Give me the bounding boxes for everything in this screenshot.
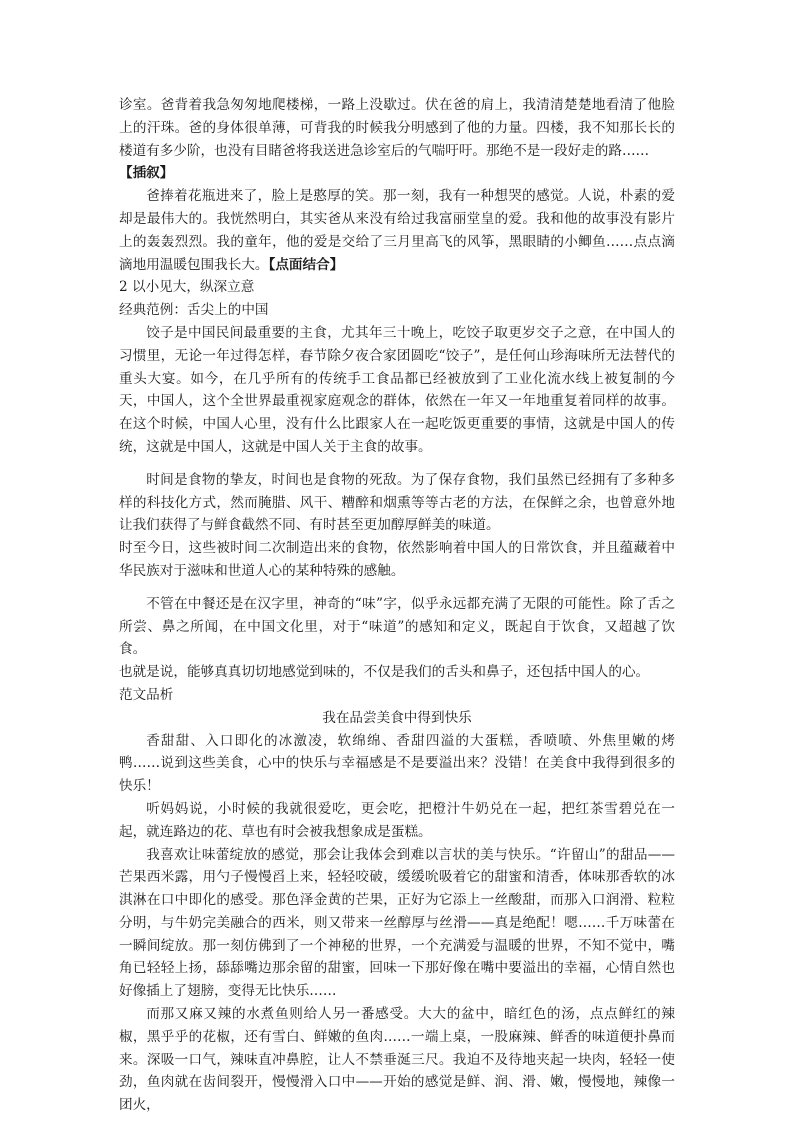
annotation-tag-point-surface: 【点面结合】: [268, 256, 344, 273]
paragraph-text: 爸捧着花瓶进来了，脸上是憨厚的笑。那一刻，我有一种想哭的感觉。人说，朴素的爱却是最伟大的。我恍然明白，其实爸从来没有给过我富丽堂皇的爱。我和他的故事没有影片上的轰轰烈烈。我的童年，他的爱是交给了三月里高飞的风筝，黑眼睛的小鲫鱼……点点滴滴地用温暖包围我长大。: [119, 188, 675, 273]
paragraph: 时至今日，这些被时间二次制造出来的食物，依然影响着中国人的日常饮食，并且蕴藏着中华民族对于滋味和世道人心的某种特殊的感触。: [119, 540, 675, 579]
paragraph: 时间是食物的挚友，时间也是食物的死敌。为了保存食物，我们虽然已经拥有了多种多样的科技化方式，然而腌腊、风干、糟醉和烟熏等等古老的方法，在保鲜之余，也曾意外地让我们获得了与鲜食截然不同、有时甚至更加醇厚鲜美的味道。: [119, 471, 675, 534]
section-heading: 2 以小见大，纵深立意: [119, 279, 255, 296]
paragraph: 我喜欢让味蕾绽放的感觉，那会让我体会到难以言状的美与快乐。“许留山”的甜品——芒果西米露，用勺子慢慢舀上来，轻轻咬破，缓缓吮吸着它的甜蜜和清香，体味那香软的冰淇淋在口中即化的感受。那色泽金黄的芒果，正好为它添上一丝酸甜，而那入口润滑、粒粒分明，与牛奶完美融合的西米，则又带来一丝醇厚与丝滑——真是绝配！嗯……千万味蕾在一瞬间绽放。那一刻仿佛到了一个神秘的世界，一个充满爱与温暖的世界，不知不觉中，嘴角已轻轻上扬，舔舔嘴边那余留的甜蜜，回味一下那好像在嘴中要溢出的幸福，心情自然也好像插上了翅膀，变得无比快乐……: [119, 846, 675, 1000]
document-page: [119, 94, 675, 1117]
paragraph: 香甜甜、入口即化的冰激凌，软绵绵、香甜四溢的大蛋糕，香喷喷、外焦里嫩的烤鸭……说到这些美食，心中的快乐与幸福感是不是要溢出来？没错！在美食中我得到很多的快乐！: [119, 732, 675, 795]
paragraph: 也就是说，能够真真切切地感觉到味的，不仅是我们的舌头和鼻子，还包括中国人的心。: [119, 664, 650, 681]
example-label: 经典范例：舌尖上的中国: [119, 302, 269, 319]
essay-title: 我在品尝美食中得到快乐: [322, 709, 472, 726]
annotation-tag-flashback: 【插叙】: [119, 165, 174, 182]
paragraph: 听妈妈说，小时候的我就很爱吃，更会吃，把橙汁牛奶兑在一起，把红茶雪碧兑在一起，就连路边的花、草也有时会被我想象成是蛋糕。: [119, 800, 675, 840]
paragraph: 而那又麻又辣的水煮鱼则给人另一番感受。大大的盆中，暗红色的汤，点点鲜红的辣椒，黑乎乎的花椒，还有雪白、鲜嫩的鱼肉……一端上桌，一股麻辣、鲜香的味道便扑鼻而来。深吸一口气，辣味直冲鼻腔，让人不禁垂涎三尺。我迫不及待地夹起一块肉，轻轻一使劲，鱼肉就在齿间裂开，慢慢滑入口中——开始的感觉是鲜、润、滑、嫩，慢慢地，辣像一团火，: [119, 1006, 675, 1114]
paragraph: 不管在中餐还是在汉字里，神奇的“味”字，似乎永远都充满了无限的可能性。除了舌之所尝、鼻之所闻，在中国文化里，对于“味道”的感知和定义，既起自于饮食，又超越了饮食。: [119, 595, 675, 658]
paragraph-continuation: 诊室。爸背着我急匆匆地爬楼梯，一路上没歇过。伏在爸的肩上，我清清楚楚地看清了他脸上的汗珠。爸的身体很单薄，可背我的时候我分明感到了他的力量。四楼，我不知那长长的楼道有多少阶，也没有目睹爸将我送进急诊室后的气喘吁吁。那绝不是一段好走的路……: [119, 97, 675, 159]
paragraph: [119, 185, 675, 276]
section-label: 范文品析: [119, 686, 174, 703]
paragraph: 饺子是中国民间最重要的主食，尤其年三十晚上，吃饺子取更岁交子之意，在中国人的习惯里，无论一年过得怎样，春节除夕夜合家团圆吃“饺子”，是任何山珍海味所无法替代的重头大宴。如今，在几乎所有的传统手工食品都已经被放到了工业化流水线上被复制的今天，中国人，这个全世界最重视家庭观念的群体，依然在一年又一年地重复着同样的故事。在这个时候，中国人心里，没有什么比跟家人在一起吃饭更重要的事情，这就是中国人的传统，这就是中国人，这就是中国人关于主食的故事。: [119, 324, 675, 455]
